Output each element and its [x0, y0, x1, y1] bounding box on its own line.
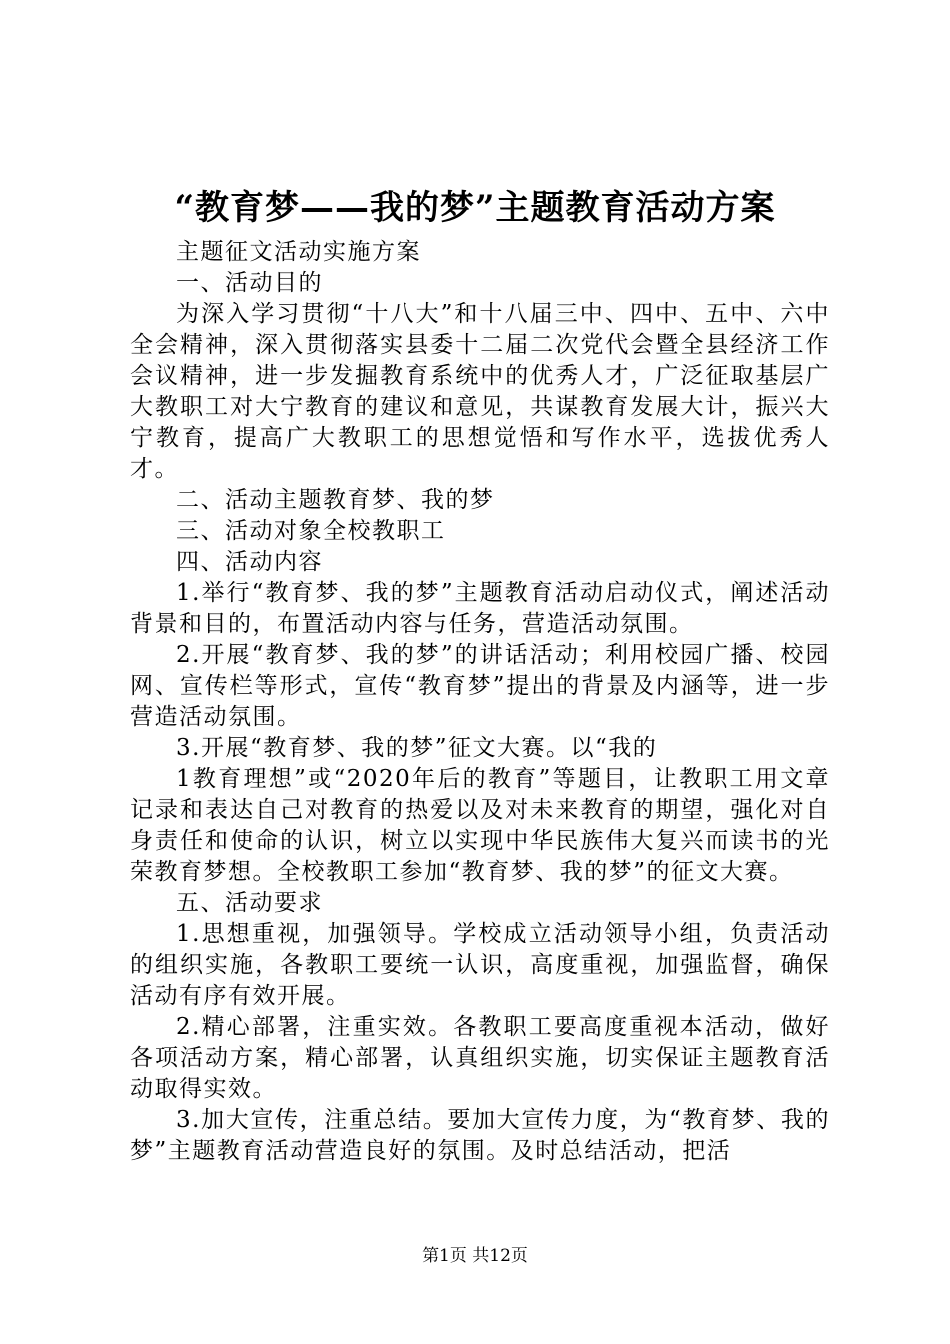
paragraph: 为深入学习贯彻“十八大”和十八届三中、四中、五中、六中全会精神，深入贯彻落实县委十二届二次党代会暨全县经济工作会议精神，进一步发掘教育系统中的优秀人才，广泛征取基层广大教职工对大宁教育的建议和意见，共谋教育发展大计，振兴大宁教育，提高广大教职工的思想觉悟和写作水平，选拔优秀人才。	[130, 301, 830, 482]
section-heading: 一、活动目的	[176, 270, 323, 296]
paragraph: 3.加大宣传，注重总结。要加大宣传力度，为“教育梦、我的梦”主题教育活动营造良好的氛围。及时总结活动，把活	[130, 1107, 830, 1164]
paragraph: 2.精心部署，注重实效。各教职工要高度重视本活动，做好各项活动方案，精心部署，认真组织实施，切实保证主题教育活动取得实效。	[130, 1014, 830, 1102]
paragraph: 2.开展“教育梦、我的梦”的讲话活动；利用校园广播、校园网、宣传栏等形式，宣传“教育梦”提出的背景及内涵等，进一步营造活动氛围。	[130, 642, 830, 730]
paragraph: 1.举行“教育梦、我的梦”主题教育活动启动仪式，阐述活动背景和目的，布置活动内容与任务，营造活动氛围。	[130, 580, 830, 637]
section-heading: 五、活动要求	[176, 890, 323, 916]
paragraph: 主题征文活动实施方案	[176, 239, 421, 265]
page-footer	[0, 1244, 950, 1268]
section-heading: 三、活动对象全校教职工	[176, 518, 446, 544]
paragraph: 1教育理想”或“2020年后的教育”等题目，让教职工用文章记录和表达自己对教育的热爱以及对未来教育的期望，强化对自身责任和使命的认识，树立以实现中华民族伟大复兴而读书的光荣教育梦想。全校教职工参加“教育梦、我的梦”的征文大赛。	[130, 766, 830, 885]
paragraph: 3.开展“教育梦、我的梦”征文大赛。以“我的	[176, 735, 658, 761]
document-title: “教育梦——我的梦”主题教育活动方案	[174, 188, 776, 228]
paragraph: 1.思想重视，加强领导。学校成立活动领导小组，负责活动的组织实施，各教职工要统一认识，高度重视，加强监督，确保活动有序有效开展。	[130, 921, 830, 1009]
page-number: 第1页 共12页	[422, 1246, 528, 1266]
section-heading: 二、活动主题教育梦、我的梦	[176, 487, 495, 513]
section-heading: 四、活动内容	[176, 549, 323, 575]
document-body	[130, 237, 830, 1167]
